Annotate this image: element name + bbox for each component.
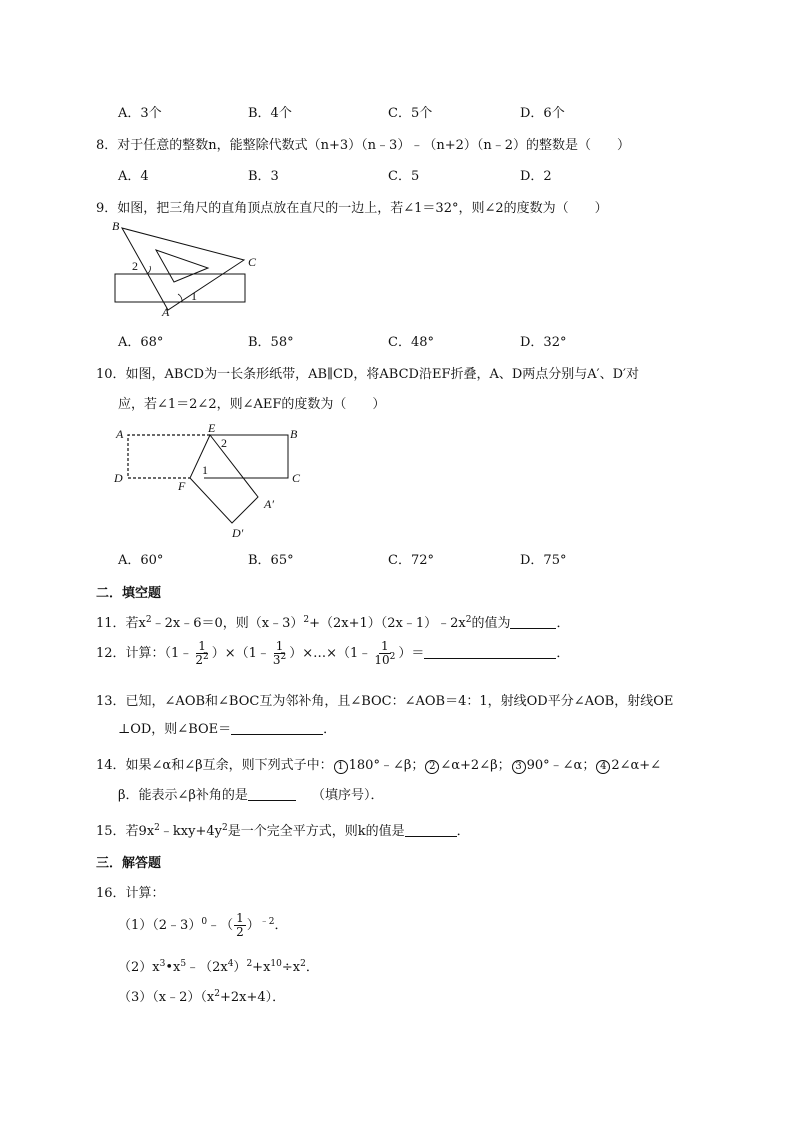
triangle-outer xyxy=(122,228,244,310)
q16-title: 16．计算： xyxy=(96,886,165,901)
q9-label-c: C xyxy=(248,255,257,269)
q9-label-1: 1 xyxy=(191,289,197,303)
q9-text: 9．如图，把三角尺的直角顶点放在直尺的一边上，若∠1＝32°，则∠2的度数为（ ） xyxy=(96,201,608,216)
q16-part2: $(2)x^3•x^5﹣(2x^4)^2+x^{10}\div x^2$． xyxy=(118,959,319,975)
q10-label-a-prime: A′ xyxy=(264,497,274,511)
q9-option-d: D．32° xyxy=(520,335,567,350)
q10-label-d: D xyxy=(114,471,123,485)
q8-option-d: D．2 xyxy=(520,169,552,184)
section-fill-in-blank-heading: 二．填空题 xyxy=(96,586,162,601)
q7-option-a: A．3个 xyxy=(118,106,162,121)
q10-label-a: A xyxy=(116,427,124,441)
triangle-inner xyxy=(156,250,208,282)
q14-text-line1: 14．如果∠α和∠β互余，则下列式子中： 1 180°﹣∠β； 2 ∠α+2∠β； 3 90°﹣∠α； 4 2∠α+∠ xyxy=(96,758,662,773)
q14-answer-blank[interactable] xyxy=(248,787,296,801)
q16-part3: $(3)(x﹣2)(x^2+2x+4)$． xyxy=(118,989,286,1005)
strip-remaining xyxy=(204,435,288,478)
q9-figure xyxy=(108,218,268,318)
q13-text-line2: ⊥OD，则∠BOE＝ ． xyxy=(118,722,337,737)
ruler-shape xyxy=(115,274,245,302)
q14-text-line2: β．能表示∠β补角的是 （填序号）． xyxy=(118,788,384,803)
q13-answer-blank[interactable] xyxy=(231,721,323,735)
q15-text: 15．若$9x^2﹣kxy+4y^2$是一个完全平方式，则k的值是 ． xyxy=(96,823,470,839)
q10-label-1: 1 xyxy=(202,463,208,477)
q13-text-line1: 13．已知，∠AOB和∠BOC互为邻补角，且∠BOC：∠AOB＝4：1，射线OD平分∠AOB，射线OE xyxy=(96,694,674,709)
q9-option-a: A．68° xyxy=(118,335,164,350)
q10-label-f: F xyxy=(178,479,186,493)
q10-label-b: B xyxy=(290,427,298,441)
q8-option-c: C．5 xyxy=(388,169,420,184)
q10-text-line1: 10．如图，ABCD为一长条形纸带，AB∥CD，将ABCD沿EF折叠，A、D两点分别与A′、D′对 xyxy=(96,367,639,382)
q12-answer-blank[interactable] xyxy=(424,645,556,659)
q9-label-b: B xyxy=(112,219,120,233)
fraction-1-over-3sq: $\frac{1}{3^2}$ xyxy=(272,639,287,668)
q7-option-d: D．6个 xyxy=(520,106,565,121)
q10-figure xyxy=(110,420,310,542)
q10-option-b: B．65° xyxy=(248,553,294,568)
q7-option-b: B．4个 xyxy=(248,106,292,121)
q10-label-2: 2 xyxy=(221,436,227,450)
q10-option-a: A．60° xyxy=(118,553,164,568)
fraction-1-over-10sq: $\frac{1}{10^2}$ xyxy=(374,639,396,668)
q10-label-d-prime: D′ xyxy=(232,526,244,540)
q9-option-c: C．48° xyxy=(388,335,434,350)
q11-answer-blank[interactable] xyxy=(510,615,556,629)
q9-option-b: B．58° xyxy=(248,335,294,350)
q10-option-c: C．72° xyxy=(388,553,434,568)
q15-answer-blank[interactable] xyxy=(405,823,457,837)
q8-option-b: B．3 xyxy=(248,169,279,184)
fraction-1-over-2sq: $\frac{1}{2^2}$ xyxy=(195,639,209,668)
q9-label-2: 2 xyxy=(132,259,138,273)
q8-option-a: A．4 xyxy=(118,169,149,184)
q10-label-c: C xyxy=(292,471,301,485)
q10-text-line2: 应，若∠1＝2∠2，则∠AEF的度数为（ ） xyxy=(118,397,386,412)
q7-option-c: C．5个 xyxy=(388,106,433,121)
q11-text: 11．若$x^2﹣2x﹣6=0$，则$(x﹣3)^2+(2x+1)(2x﹣1)﹣2x^2$的值为 ． xyxy=(96,615,570,631)
q10-option-d: D．75° xyxy=(520,553,567,568)
q8-text: 8．对于任意的整数n，能整除代数式（n+3）（n﹣3）﹣（n+2）（n﹣2）的整数是（ ） xyxy=(96,138,631,153)
q9-label-a: A xyxy=(162,305,170,318)
q10-label-e: E xyxy=(208,421,216,435)
q12-text: 12．计算：（1﹣ $\frac{1}{2^2}$ ）×（1﹣ $\frac{1}{3^2}$ ）×…×（1﹣ $\frac{1}{10^2}$ ）＝ ． xyxy=(96,639,570,668)
section-solutions-heading: 三．解答题 xyxy=(96,856,162,871)
folded-part-dashed xyxy=(128,435,210,478)
q16-part1: （1）（2﹣3）$^0$﹣（ $\frac{1}{2}$ ）$^{﹣2}$． xyxy=(118,911,288,940)
